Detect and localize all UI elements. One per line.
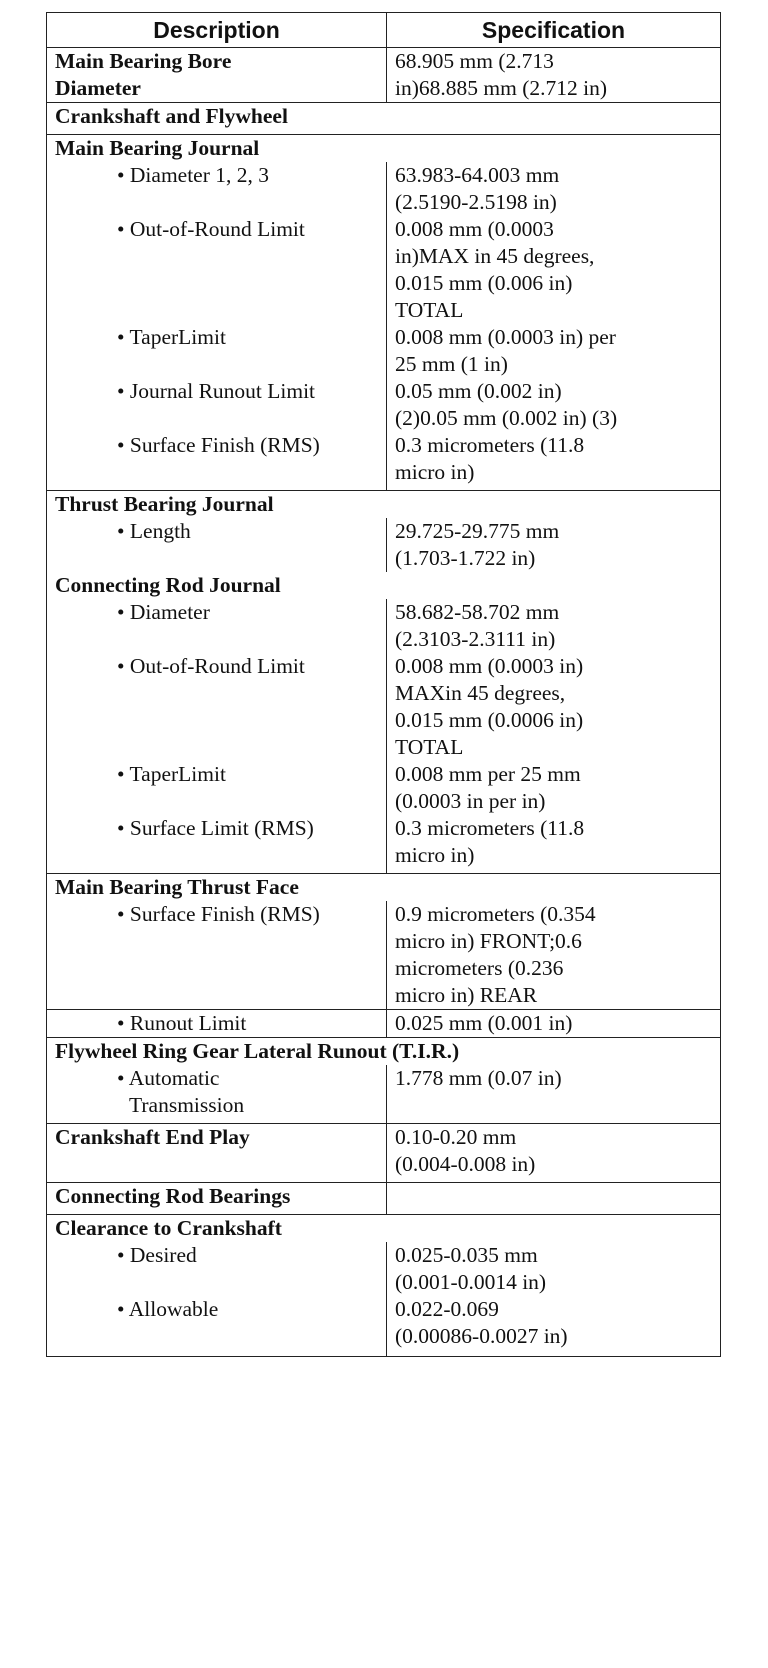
section-row (47, 103, 721, 135)
crj-taper-label: • TaperLimit (47, 761, 387, 815)
header-description: Description (47, 13, 387, 48)
crj-out-of-round-spec: 0.008 mm (0.0003 in) MAXin 45 degrees, 0.015 mm (0.0006 in) TOTAL (387, 653, 721, 761)
thrust-face-heading: Main Bearing Thrust Face (47, 874, 721, 902)
mbtf-runout-spec: 0.025 mm (0.001 in) (387, 1010, 721, 1038)
clearance-heading: Clearance to Crankshaft (47, 1215, 721, 1243)
flywheel-ring-gear-heading: Flywheel Ring Gear Lateral Runout (T.I.R.) (47, 1038, 721, 1066)
section-heading-row (47, 135, 721, 163)
mbj-runout-spec: 0.05 mm (0.002 in) (2)0.05 mm (0.002 in) (3) (387, 378, 721, 432)
section-heading-row (47, 572, 721, 599)
mbj-out-of-round-label: • Out-of-Round Limit (47, 216, 387, 324)
mbj-taper-spec: 0.008 mm (0.0003 in) per 25 mm (1 in) (387, 324, 721, 378)
frg-automatic-spec: 1.778 mm (0.07 in) (387, 1065, 721, 1124)
main-bearing-journal-heading: Main Bearing Journal (47, 135, 721, 163)
mbj-diameter-spec: 63.983-64.003 mm (2.5190-2.5198 in) (387, 162, 721, 216)
ctc-allowable-spec: 0.022-0.069 (0.00086-0.0027 in) (387, 1296, 721, 1357)
ctc-allowable-label: • Allowable (47, 1296, 387, 1357)
table-row (47, 599, 721, 653)
table-row (47, 216, 721, 324)
crj-out-of-round-label: • Out-of-Round Limit (47, 653, 387, 761)
table-row (47, 1124, 721, 1183)
table-row (47, 761, 721, 815)
crj-diameter-spec: 58.682-58.702 mm (2.3103-2.3111 in) (387, 599, 721, 653)
specification-table (46, 12, 721, 1357)
table-row (47, 1296, 721, 1357)
section-heading-row (47, 1215, 721, 1243)
table-header-row (47, 13, 721, 48)
crankshaft-flywheel-heading: Crankshaft and Flywheel (47, 103, 721, 135)
main-bearing-bore-label: Main Bearing Bore Diameter (47, 48, 387, 103)
mbtf-surface-label: • Surface Finish (RMS) (47, 901, 387, 1010)
tbj-length-label: • Length (47, 518, 387, 572)
connecting-rod-bearings-spec (387, 1183, 721, 1215)
mbtf-surface-spec: 0.9 micrometers (0.354 micro in) FRONT;0.6 micrometers (0.236 micro in) REAR (387, 901, 721, 1010)
table-row (47, 653, 721, 761)
crankshaft-end-play-spec: 0.10-0.20 mm (0.004-0.008 in) (387, 1124, 721, 1183)
table-row (47, 901, 721, 1010)
mbj-surface-label: • Surface Finish (RMS) (47, 432, 387, 491)
crankshaft-end-play-label: Crankshaft End Play (47, 1124, 387, 1183)
frg-automatic-label: • Automatic Transmission (47, 1065, 387, 1124)
table-row (47, 518, 721, 572)
section-heading-row (47, 491, 721, 519)
table-row (47, 324, 721, 378)
header-specification: Specification (387, 13, 721, 48)
main-bearing-bore-spec: 68.905 mm (2.713 in)68.885 mm (2.712 in) (387, 48, 721, 103)
table-row (47, 48, 721, 103)
mbtf-runout-label: • Runout Limit (47, 1010, 387, 1038)
table-row (47, 162, 721, 216)
crj-diameter-label: • Diameter (47, 599, 387, 653)
table-row (47, 815, 721, 874)
mbj-taper-label: • TaperLimit (47, 324, 387, 378)
table-row (47, 432, 721, 491)
table-row (47, 1242, 721, 1296)
crj-taper-spec: 0.008 mm per 25 mm (0.0003 in per in) (387, 761, 721, 815)
thrust-bearing-journal-heading: Thrust Bearing Journal (47, 491, 721, 519)
table-row (47, 1065, 721, 1124)
mbj-surface-spec: 0.3 micrometers (11.8 micro in) (387, 432, 721, 491)
ctc-desired-spec: 0.025-0.035 mm (0.001-0.0014 in) (387, 1242, 721, 1296)
mbj-runout-label: • Journal Runout Limit (47, 378, 387, 432)
table-row (47, 378, 721, 432)
mbj-out-of-round-spec: 0.008 mm (0.0003 in)MAX in 45 degrees, 0.015 mm (0.006 in) TOTAL (387, 216, 721, 324)
tbj-length-spec: 29.725-29.775 mm (1.703-1.722 in) (387, 518, 721, 572)
table-row (47, 1010, 721, 1038)
table-row (47, 1183, 721, 1215)
crj-surface-spec: 0.3 micrometers (11.8 micro in) (387, 815, 721, 874)
ctc-desired-label: • Desired (47, 1242, 387, 1296)
section-heading-row (47, 874, 721, 902)
mbj-diameter-label: • Diameter 1, 2, 3 (47, 162, 387, 216)
connecting-rod-bearings-label: Connecting Rod Bearings (47, 1183, 387, 1215)
section-heading-row (47, 1038, 721, 1066)
crj-surface-label: • Surface Limit (RMS) (47, 815, 387, 874)
connecting-rod-journal-heading: Connecting Rod Journal (47, 572, 721, 599)
